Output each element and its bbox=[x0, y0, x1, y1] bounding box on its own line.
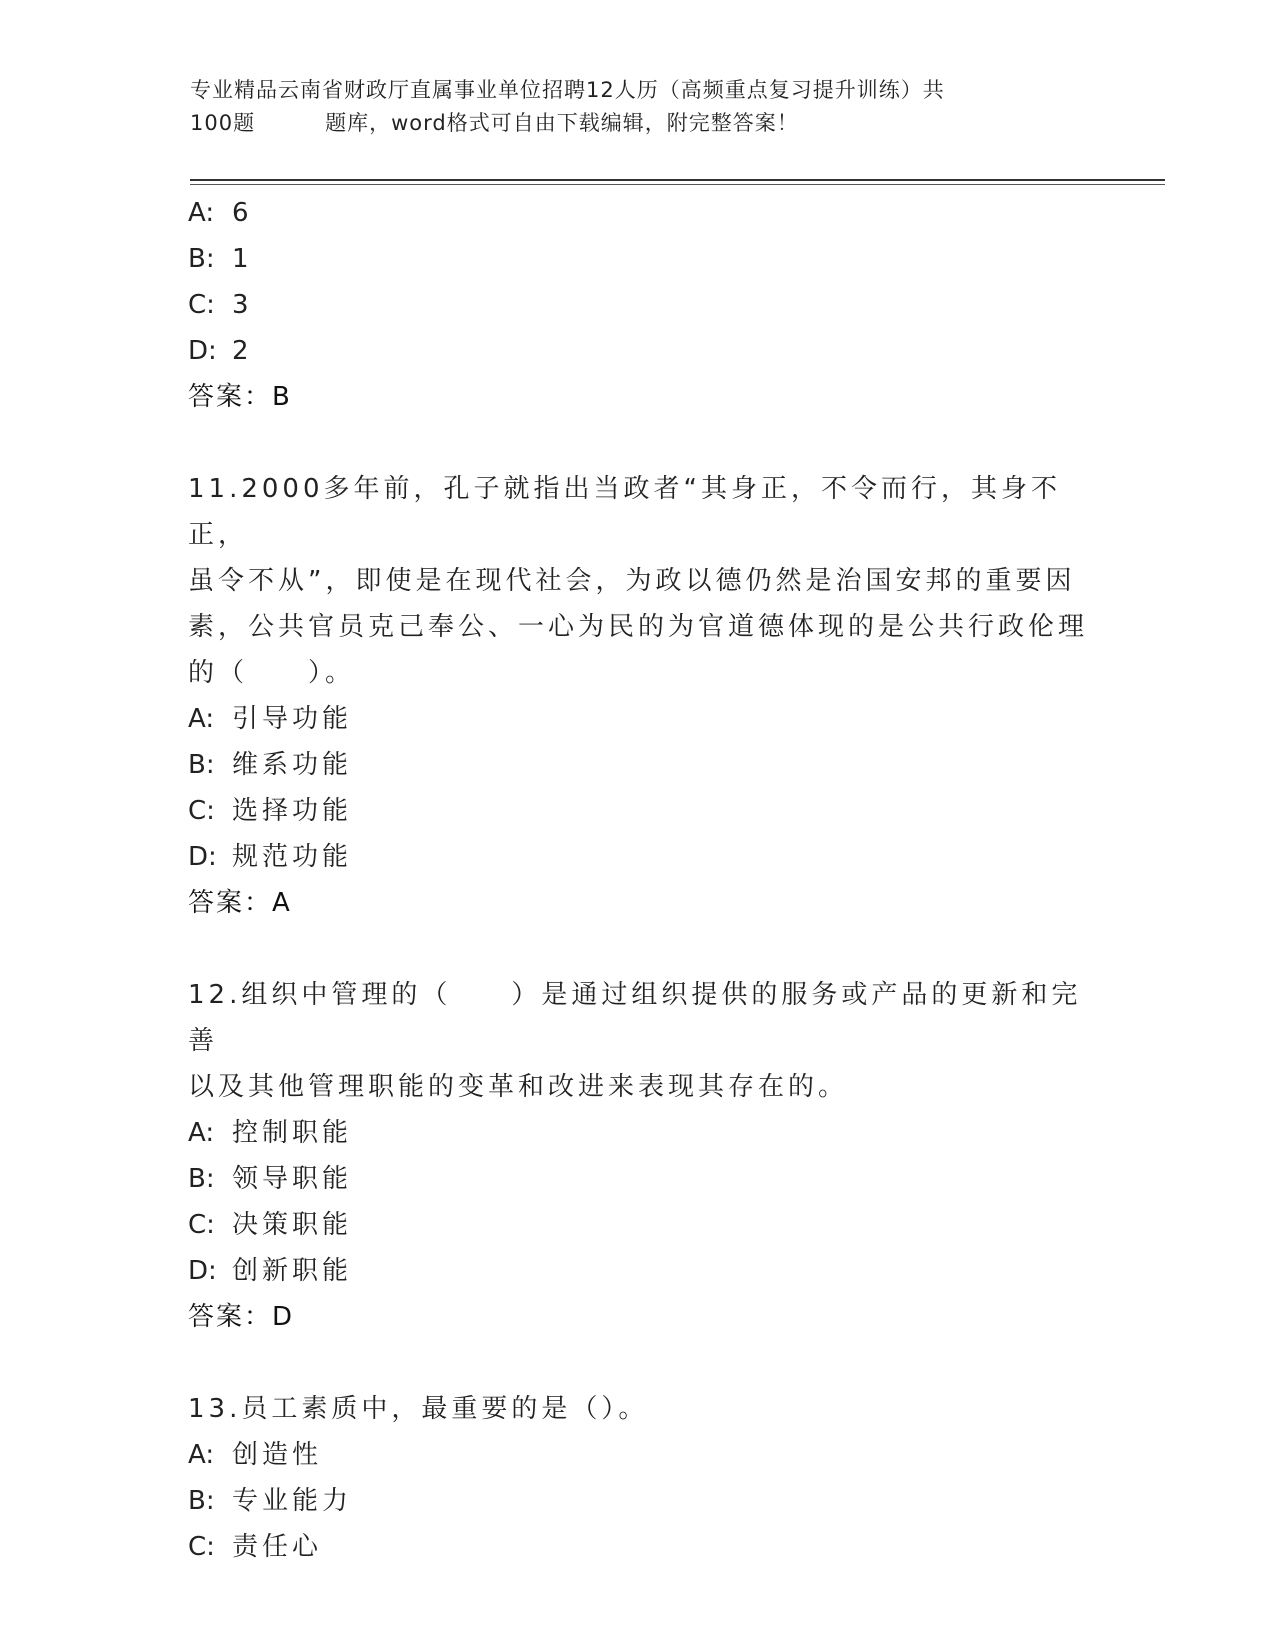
question-stem-line: 13.员工素质中，最重要的是（）。 bbox=[188, 1394, 649, 1424]
option-letter: B: bbox=[188, 1486, 215, 1516]
option-letter: C: bbox=[188, 290, 215, 320]
option-letter: B: bbox=[188, 244, 215, 274]
option-text: 专业能力 bbox=[232, 1486, 353, 1516]
header-divider-thin bbox=[190, 184, 1165, 185]
option-text: 引导功能 bbox=[232, 704, 353, 734]
option-text: 维系功能 bbox=[232, 750, 353, 780]
question-stem-line: 以及其他管理职能的变革和改进来表现其存在的。 bbox=[188, 1072, 849, 1102]
option-letter: C: bbox=[188, 796, 215, 826]
option-text: 选择功能 bbox=[232, 796, 353, 826]
option-text: 决策职能 bbox=[232, 1210, 353, 1240]
option-a bbox=[188, 696, 1088, 742]
answer-line: 答案：A bbox=[188, 888, 292, 918]
option-b bbox=[188, 1478, 1088, 1524]
answer-line: 答案：B bbox=[188, 382, 292, 412]
option-letter: A: bbox=[188, 704, 215, 734]
option-b bbox=[188, 742, 1088, 788]
option-letter: C: bbox=[188, 1532, 215, 1562]
option-d bbox=[188, 1248, 1088, 1294]
option-b bbox=[188, 236, 1088, 282]
option-text: 3 bbox=[232, 290, 253, 320]
option-c bbox=[188, 1202, 1088, 1248]
answer-line: 答案：D bbox=[188, 1302, 295, 1332]
page-header bbox=[190, 74, 1090, 140]
option-letter: A: bbox=[188, 1440, 215, 1470]
question-10 bbox=[188, 190, 1088, 420]
question-stem-line: 12.组织中管理的（ ）是通过组织提供的服务或产品的更新和完善 bbox=[188, 980, 1082, 1056]
option-c bbox=[188, 788, 1088, 834]
header-title-line-2 bbox=[190, 107, 1090, 140]
option-text: 1 bbox=[232, 244, 253, 274]
option-text: 6 bbox=[232, 198, 253, 228]
option-letter: A: bbox=[188, 198, 215, 228]
header-question-count: 100题 bbox=[190, 111, 256, 135]
question-list bbox=[188, 190, 1088, 1570]
option-letter: D: bbox=[188, 842, 217, 872]
option-text: 规范功能 bbox=[232, 842, 353, 872]
header-description: 题库，word格式可自由下载编辑，附完整答案！ bbox=[325, 111, 799, 135]
option-text: 创造性 bbox=[232, 1440, 323, 1470]
option-a bbox=[188, 1432, 1088, 1478]
question-stem-line: 素，公共官员克己奉公、一心为民的为官道德体现的是公共行政伦理 bbox=[188, 612, 1089, 642]
question-13 bbox=[188, 1386, 1088, 1570]
question-11 bbox=[188, 466, 1088, 926]
question-stem-line: 11.2000多年前，孔子就指出当政者“其身正，不令而行，其身不正， bbox=[188, 474, 1061, 550]
option-b bbox=[188, 1156, 1088, 1202]
option-text: 领导职能 bbox=[232, 1164, 353, 1194]
option-letter: C: bbox=[188, 1210, 215, 1240]
option-c bbox=[188, 282, 1088, 328]
option-letter: B: bbox=[188, 1164, 215, 1194]
question-stem-line: 虽令不从”，即使是在现代社会，为政以德仍然是治国安邦的重要因 bbox=[188, 566, 1076, 596]
option-d bbox=[188, 834, 1088, 880]
option-text: 控制职能 bbox=[232, 1118, 353, 1148]
header-divider-thick bbox=[190, 179, 1165, 181]
question-stem-line: 的（ ）。 bbox=[188, 658, 356, 688]
question-12 bbox=[188, 972, 1088, 1340]
option-text: 创新职能 bbox=[232, 1256, 353, 1286]
option-c bbox=[188, 1524, 1088, 1570]
option-d bbox=[188, 328, 1088, 374]
option-letter: D: bbox=[188, 336, 217, 366]
option-letter: B: bbox=[188, 750, 215, 780]
option-text: 责任心 bbox=[232, 1532, 323, 1562]
header-title-line-1: 专业精品云南省财政厅直属事业单位招聘12人历（高频重点复习提升训练）共 bbox=[190, 78, 945, 102]
option-a bbox=[188, 1110, 1088, 1156]
option-letter: A: bbox=[188, 1118, 215, 1148]
option-letter: D: bbox=[188, 1256, 217, 1286]
option-text: 2 bbox=[232, 336, 253, 366]
option-a bbox=[188, 190, 1088, 236]
